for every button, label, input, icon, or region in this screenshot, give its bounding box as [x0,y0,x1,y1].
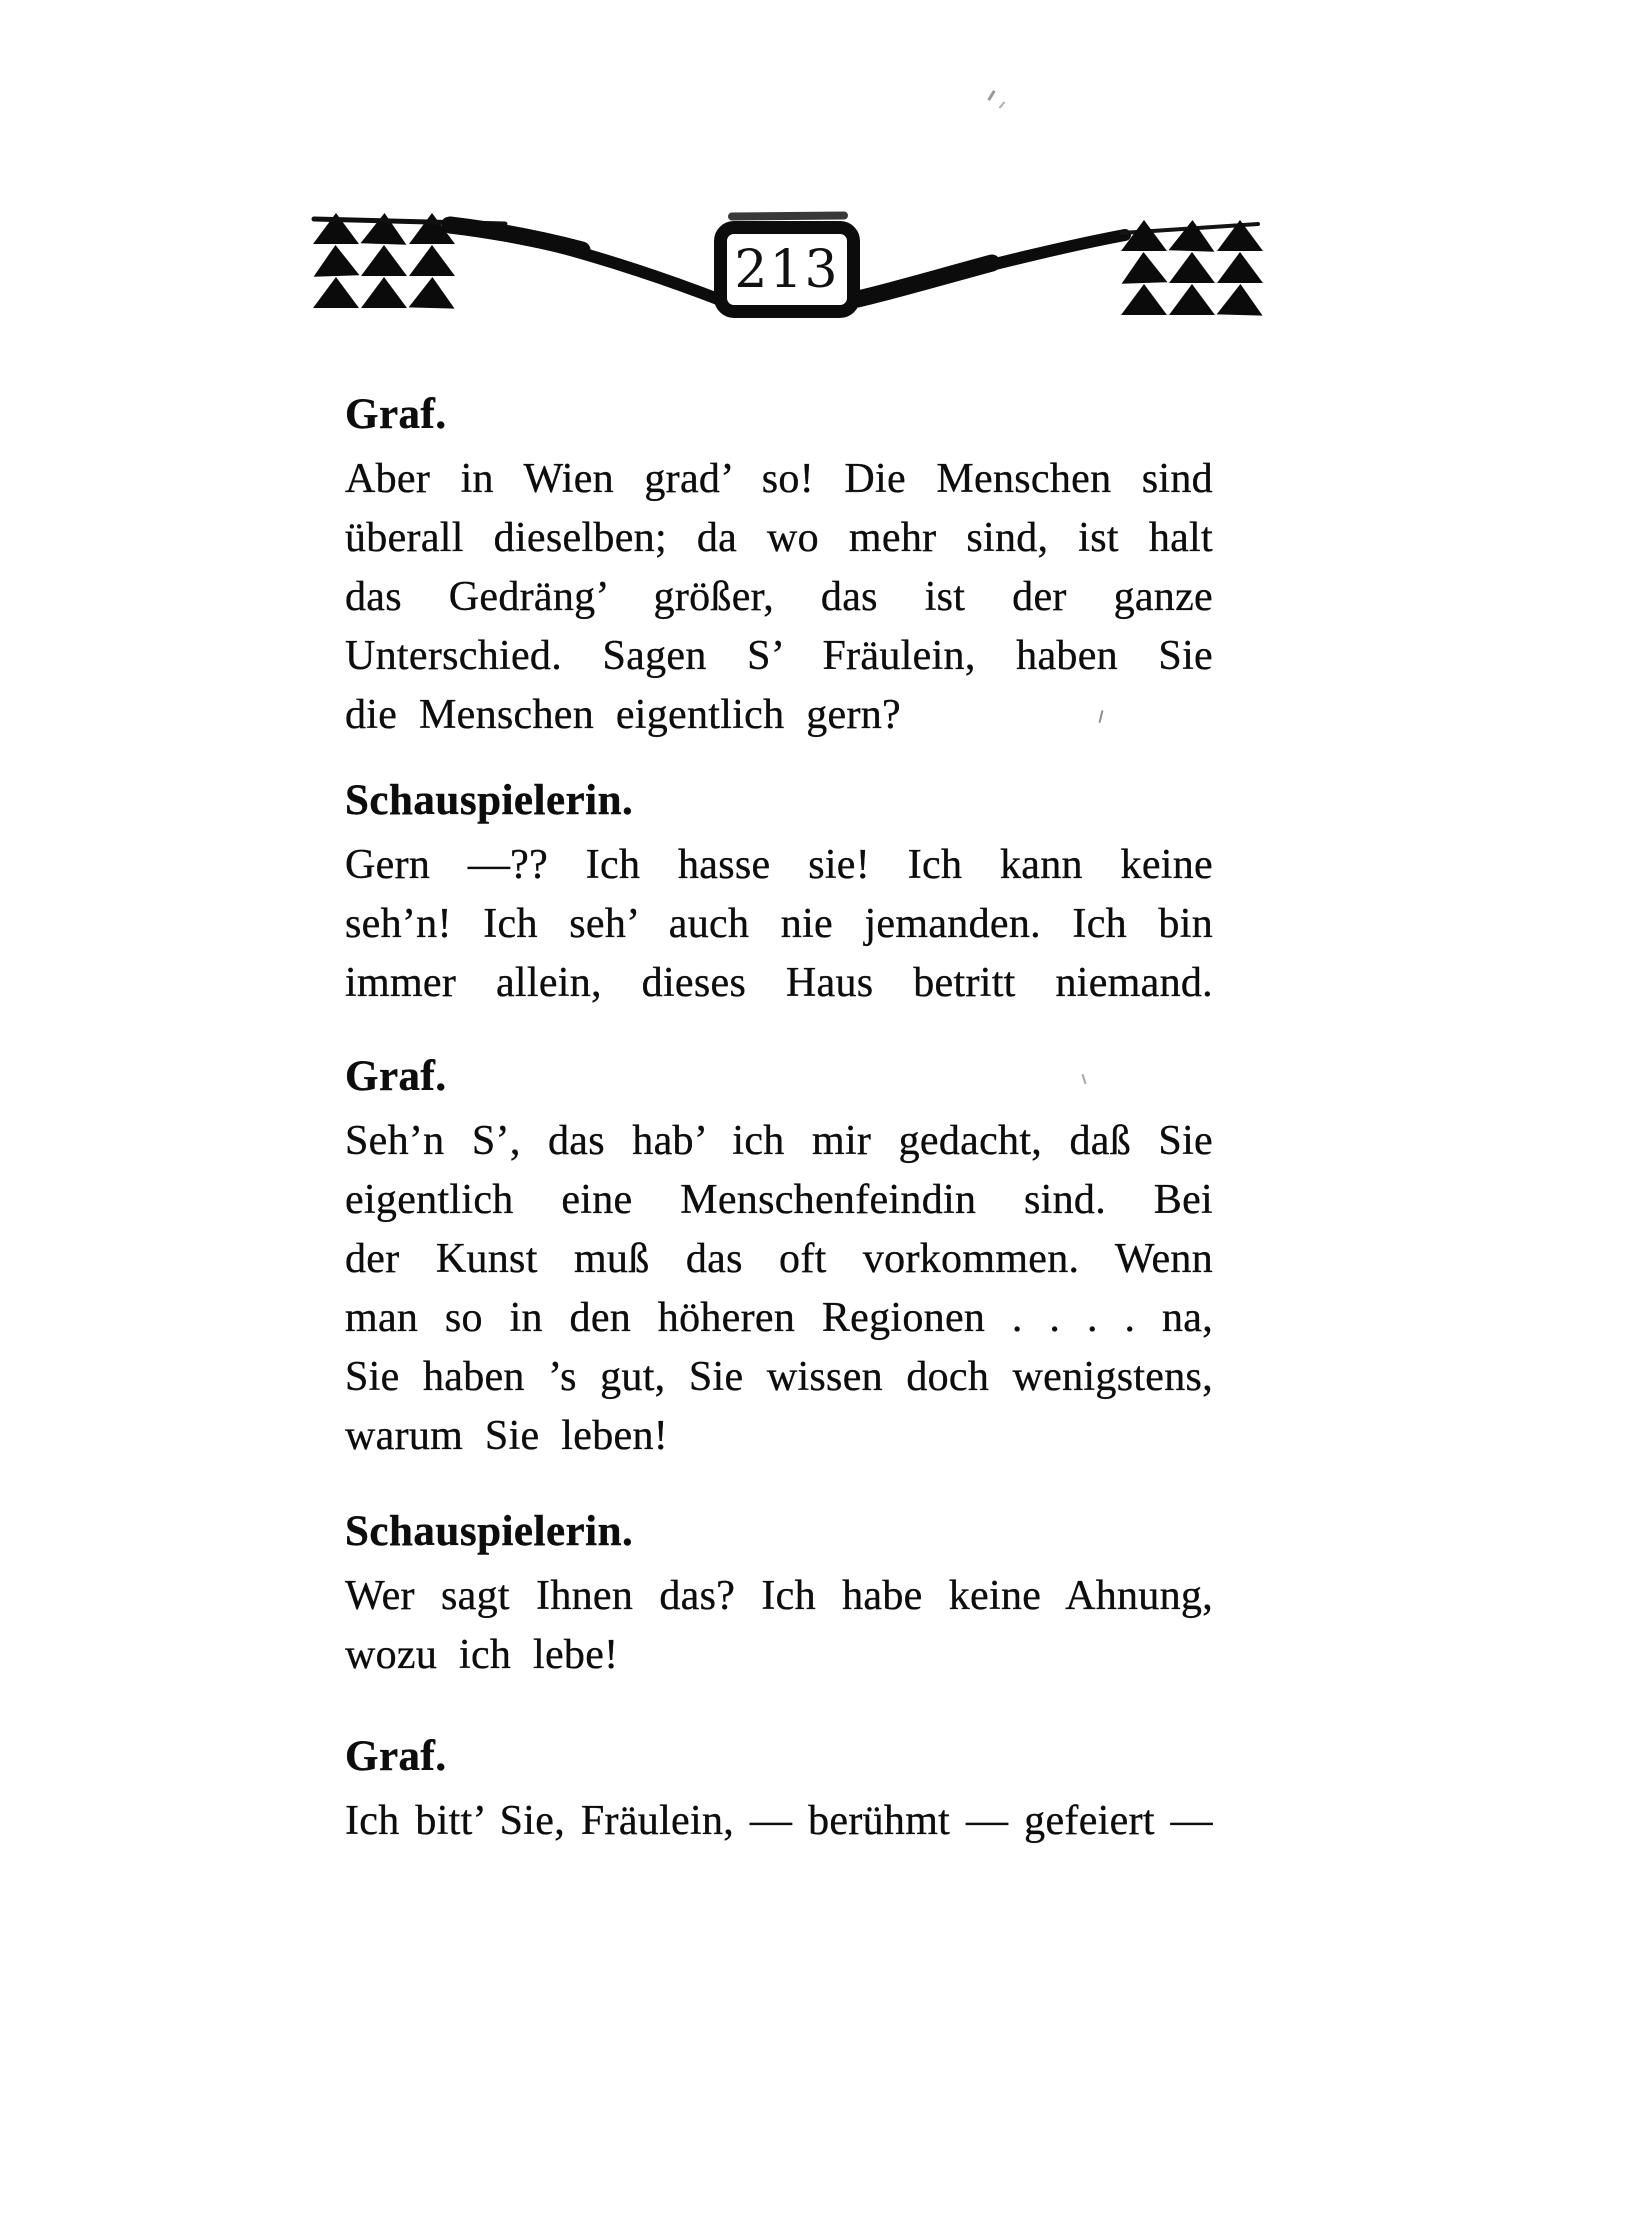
dialogue-line: eigentlich eine Menschenfeindin sind. Bei [345,1177,1213,1223]
speaker-heading: Schauspielerin. [345,777,634,824]
dialogue-line: man so in den höheren Regionen . . . . na, [345,1295,1213,1341]
speech-block [345,779,1213,1013]
dialogue-line: Sie haben ’s gut, Sie wissen doch wenigstens, [345,1354,1213,1400]
dialogue-line: Aber in Wien grad’ so! Die Menschen sind [345,456,1213,502]
speech-block [345,393,1213,745]
speaker-heading: Schauspielerin. [345,1508,634,1555]
speech-block [345,1055,1213,1466]
dialogue-line: Wer sagt Ihnen das? Ich habe keine Ahnung, [345,1573,1213,1619]
dialogue-line: seh’n! Ich seh’ auch nie jemanden. Ich bin [345,901,1213,947]
triangle-icon [1217,252,1263,283]
dialogue-line: immer allein, dieses Haus betritt niemand. [345,960,1213,1006]
dialogue-line: die Menschen eigentlich gern? [345,692,901,738]
speaker-heading: Graf. [345,1733,447,1780]
dialogue-line: Gern —?? Ich hasse sie! Ich kann keine [345,842,1213,888]
dialogue-line: überall dieselben; da wo mehr sind, ist halt [345,515,1213,561]
triangle-icon [1217,220,1263,251]
dialogue-line: Ich bitt’ Sie, Fräulein, — berühmt — gefeiert — [345,1798,1213,1844]
dialogue-line: warum Sie leben! [345,1413,669,1459]
speaker-heading: Graf. [345,1053,447,1100]
triangle-icon [1217,283,1264,315]
dialogue-line: Unterschied. Sagen S’ Fräulein, haben Sie [345,633,1213,679]
speech-block [345,1735,1213,1851]
speaker-heading: Graf. [345,391,447,438]
dialogue-line: Seh’n S’, das hab’ ich mir gedacht, daß Sie [345,1118,1213,1164]
dialogue-line: wozu ich lebe! [345,1632,619,1678]
page-number: 213 [734,239,840,300]
text-column [345,0,1213,1851]
speech-block [345,1510,1213,1685]
dialogue-line: der Kunst muß das oft vorkommen. Wenn [345,1236,1213,1282]
dialogue-line: das Gedräng’ größer, das ist der ganze [345,574,1213,620]
